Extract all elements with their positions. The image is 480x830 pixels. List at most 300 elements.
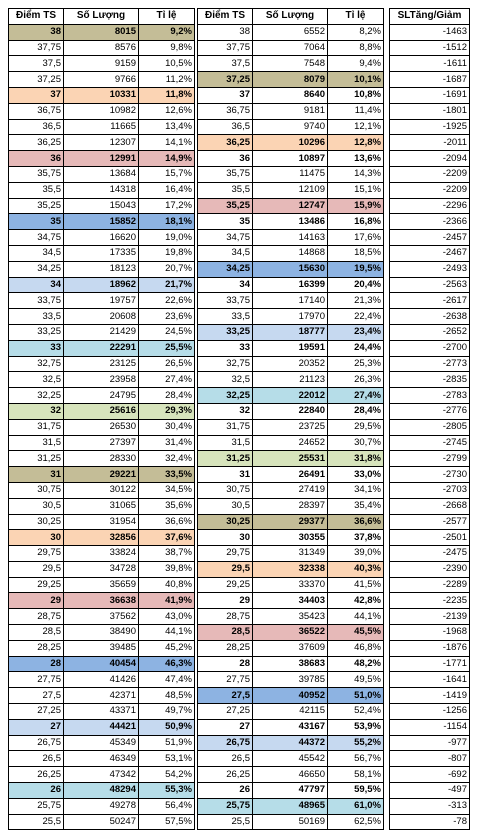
table-row (198, 372, 384, 388)
cell-count: 13684 (64, 166, 139, 182)
cell-count: 16399 (253, 277, 328, 293)
cell-score: 37,25 (9, 72, 64, 88)
cell-score: 25,5 (9, 814, 64, 830)
cell-diff: -1463 (390, 24, 470, 40)
table-row (198, 119, 384, 135)
cell-count: 43371 (64, 704, 139, 720)
cell-count: 6552 (253, 24, 328, 40)
cell-score: 30 (198, 530, 253, 546)
cell-count: 29377 (253, 514, 328, 530)
table-row (390, 798, 470, 814)
cell-ratio: 29,5% (328, 419, 384, 435)
cell-ratio: 40,3% (328, 561, 384, 577)
cell-ratio: 23,4% (328, 324, 384, 340)
cell-diff: -2745 (390, 435, 470, 451)
cell-count: 15852 (64, 214, 139, 230)
cell-diff: -2563 (390, 277, 470, 293)
cell-score: 34,5 (198, 245, 253, 261)
table-row (390, 735, 470, 751)
cell-score: 28 (198, 656, 253, 672)
cell-score: 32,25 (9, 388, 64, 404)
cell-ratio: 42,8% (328, 593, 384, 609)
cell-score: 32,75 (198, 356, 253, 372)
table-row (390, 182, 470, 198)
diff-table (389, 8, 470, 830)
cell-diff: -692 (390, 767, 470, 783)
cell-count: 9766 (64, 72, 139, 88)
cell-ratio: 11,8% (139, 87, 195, 103)
cell-score: 35,5 (9, 182, 64, 198)
cell-count: 10296 (253, 135, 328, 151)
table-row (9, 135, 195, 151)
table-row (9, 388, 195, 404)
table-row (9, 103, 195, 119)
cell-diff: -2094 (390, 151, 470, 167)
cell-ratio: 9,2% (139, 24, 195, 40)
cell-ratio: 44,1% (139, 625, 195, 641)
table-row (9, 719, 195, 735)
cell-ratio: 24,5% (139, 324, 195, 340)
cell-ratio: 32,4% (139, 451, 195, 467)
cell-score: 34,5 (9, 245, 64, 261)
cell-count: 17970 (253, 309, 328, 325)
table-row (9, 467, 195, 483)
cell-score: 26,75 (9, 735, 64, 751)
cell-count: 29221 (64, 467, 139, 483)
table-row (390, 482, 470, 498)
cell-count: 10982 (64, 103, 139, 119)
cell-score: 27,75 (9, 672, 64, 688)
table-row (198, 625, 384, 641)
cell-score: 32,5 (198, 372, 253, 388)
cell-count: 8640 (253, 87, 328, 103)
table-row (390, 672, 470, 688)
cell-score: 26 (9, 783, 64, 799)
cell-count: 12747 (253, 198, 328, 214)
cell-ratio: 29,3% (139, 403, 195, 419)
cell-ratio: 44,1% (328, 609, 384, 625)
header-score: Điểm TS (9, 9, 64, 25)
table-row (198, 340, 384, 356)
cell-score: 34 (198, 277, 253, 293)
cell-diff: -2617 (390, 293, 470, 309)
cell-ratio: 30,4% (139, 419, 195, 435)
cell-count: 20608 (64, 309, 139, 325)
cell-score: 25,75 (198, 798, 253, 814)
cell-score: 33,75 (9, 293, 64, 309)
cell-ratio: 41,9% (139, 593, 195, 609)
cell-ratio: 39,8% (139, 561, 195, 577)
cell-count: 31954 (64, 514, 139, 530)
table-row (198, 87, 384, 103)
cell-score: 29,5 (9, 561, 64, 577)
table-row (198, 767, 384, 783)
table-row (198, 783, 384, 799)
cell-count: 26491 (253, 467, 328, 483)
table-row (198, 261, 384, 277)
cell-count: 34728 (64, 561, 139, 577)
cell-ratio: 57,5% (139, 814, 195, 830)
table-row (9, 119, 195, 135)
header-ratio: Tỉ lệ (139, 9, 195, 25)
cell-diff: -78 (390, 814, 470, 830)
table-row (390, 546, 470, 562)
table-row (9, 783, 195, 799)
cell-score: 30,75 (198, 482, 253, 498)
cell-score: 37,25 (198, 72, 253, 88)
cell-ratio: 41,5% (328, 577, 384, 593)
cell-diff: -2577 (390, 514, 470, 530)
cell-count: 50247 (64, 814, 139, 830)
cell-ratio: 54,2% (139, 767, 195, 783)
cell-ratio: 18,5% (328, 245, 384, 261)
cell-count: 23125 (64, 356, 139, 372)
table-row (390, 135, 470, 151)
cell-count: 45349 (64, 735, 139, 751)
cell-ratio: 14,1% (139, 135, 195, 151)
table-row (198, 245, 384, 261)
table-row (198, 704, 384, 720)
cell-diff: -2799 (390, 451, 470, 467)
table-row (9, 656, 195, 672)
cell-ratio: 28,4% (139, 388, 195, 404)
table-row (198, 435, 384, 451)
cell-count: 38683 (253, 656, 328, 672)
table-row (198, 56, 384, 72)
cell-score: 35,75 (198, 166, 253, 182)
table-body (390, 24, 470, 830)
cell-count: 7064 (253, 40, 328, 56)
cell-ratio: 50,9% (139, 719, 195, 735)
cell-count: 46650 (253, 767, 328, 783)
cell-diff: -2835 (390, 372, 470, 388)
cell-ratio: 55,2% (328, 735, 384, 751)
cell-score: 35,75 (9, 166, 64, 182)
table-row (9, 214, 195, 230)
cell-count: 28330 (64, 451, 139, 467)
table-row (9, 419, 195, 435)
table-row (198, 72, 384, 88)
cell-count: 24795 (64, 388, 139, 404)
cell-count: 34403 (253, 593, 328, 609)
cell-score: 37 (9, 87, 64, 103)
cell-count: 30355 (253, 530, 328, 546)
cell-ratio: 49,7% (139, 704, 195, 720)
cell-score: 35,25 (9, 198, 64, 214)
table-row (9, 561, 195, 577)
cell-ratio: 52,4% (328, 704, 384, 720)
table-row (9, 798, 195, 814)
cell-count: 32856 (64, 530, 139, 546)
cell-count: 47342 (64, 767, 139, 783)
cell-diff: -2235 (390, 593, 470, 609)
cell-ratio: 26,3% (328, 372, 384, 388)
cell-ratio: 18,1% (139, 214, 195, 230)
cell-count: 28397 (253, 498, 328, 514)
cell-diff: -2805 (390, 419, 470, 435)
table-row (198, 482, 384, 498)
cell-score: 27,5 (198, 688, 253, 704)
cell-score: 32 (198, 403, 253, 419)
cell-count: 17140 (253, 293, 328, 309)
table-row (390, 719, 470, 735)
cell-score: 36,25 (9, 135, 64, 151)
table-row (390, 688, 470, 704)
cell-ratio: 17,6% (328, 230, 384, 246)
cell-score: 28,75 (198, 609, 253, 625)
table-row (9, 309, 195, 325)
cell-diff: -2467 (390, 245, 470, 261)
table-row (9, 451, 195, 467)
cell-ratio: 62,5% (328, 814, 384, 830)
table-row (390, 87, 470, 103)
cell-ratio: 38,7% (139, 546, 195, 562)
cell-score: 26,75 (198, 735, 253, 751)
cell-count: 35423 (253, 609, 328, 625)
cell-ratio: 27,4% (328, 388, 384, 404)
table-row (9, 245, 195, 261)
cell-score: 36 (9, 151, 64, 167)
table-row (390, 40, 470, 56)
table-row (198, 688, 384, 704)
cell-diff: -1925 (390, 119, 470, 135)
table-row (390, 498, 470, 514)
cell-count: 49278 (64, 798, 139, 814)
cell-score: 27,5 (9, 688, 64, 704)
cell-diff: -2776 (390, 403, 470, 419)
cell-diff: -1801 (390, 103, 470, 119)
table-row (9, 403, 195, 419)
cell-diff: -2296 (390, 198, 470, 214)
cell-ratio: 34,5% (139, 482, 195, 498)
table-row (390, 293, 470, 309)
cell-score: 33,75 (198, 293, 253, 309)
cell-score: 32,25 (198, 388, 253, 404)
table-row (9, 261, 195, 277)
cell-ratio: 10,5% (139, 56, 195, 72)
cell-count: 33824 (64, 546, 139, 562)
cell-diff: -2773 (390, 356, 470, 372)
table-row (198, 403, 384, 419)
cell-score: 30,5 (198, 498, 253, 514)
cell-score: 29,75 (9, 546, 64, 562)
cell-score: 32,75 (9, 356, 64, 372)
cell-count: 31065 (64, 498, 139, 514)
cell-count: 16620 (64, 230, 139, 246)
table-row (390, 151, 470, 167)
cell-score: 36 (198, 151, 253, 167)
table-row (198, 467, 384, 483)
table-row (198, 672, 384, 688)
cell-diff: -1968 (390, 625, 470, 641)
table-row (198, 577, 384, 593)
cell-ratio: 9,8% (139, 40, 195, 56)
header-row (390, 9, 470, 25)
cell-score: 30,25 (198, 514, 253, 530)
cell-count: 48294 (64, 783, 139, 799)
cell-count: 15043 (64, 198, 139, 214)
header-score: Điểm TS (198, 9, 253, 25)
table-row (390, 561, 470, 577)
cell-score: 30,5 (9, 498, 64, 514)
cell-count: 40454 (64, 656, 139, 672)
table-row (9, 751, 195, 767)
cell-ratio: 12,8% (328, 135, 384, 151)
cell-count: 14163 (253, 230, 328, 246)
cell-score: 35,25 (198, 198, 253, 214)
cell-count: 30122 (64, 482, 139, 498)
cell-ratio: 34,1% (328, 482, 384, 498)
cell-ratio: 12,6% (139, 103, 195, 119)
cell-count: 21123 (253, 372, 328, 388)
cell-ratio: 11,2% (139, 72, 195, 88)
cell-ratio: 36,6% (328, 514, 384, 530)
cell-count: 44372 (253, 735, 328, 751)
cell-count: 27419 (253, 482, 328, 498)
cell-score: 36,5 (198, 119, 253, 135)
table-row (198, 656, 384, 672)
table-row (390, 166, 470, 182)
cell-score: 38 (198, 24, 253, 40)
cell-score: 27 (198, 719, 253, 735)
cell-score: 26,5 (198, 751, 253, 767)
cell-count: 39785 (253, 672, 328, 688)
table-row (198, 735, 384, 751)
cell-diff: -313 (390, 798, 470, 814)
cell-ratio: 56,7% (328, 751, 384, 767)
cell-ratio: 19,8% (139, 245, 195, 261)
cell-ratio: 47,4% (139, 672, 195, 688)
table-row (198, 198, 384, 214)
cell-ratio: 48,2% (328, 656, 384, 672)
cell-count: 38490 (64, 625, 139, 641)
cell-score: 35 (9, 214, 64, 230)
cell-ratio: 53,9% (328, 719, 384, 735)
cell-count: 25616 (64, 403, 139, 419)
table-row (198, 419, 384, 435)
cell-score: 31,5 (198, 435, 253, 451)
cell-score: 28,5 (9, 625, 64, 641)
cell-count: 42371 (64, 688, 139, 704)
cell-score: 38 (9, 24, 64, 40)
table-row (390, 814, 470, 830)
cell-count: 35659 (64, 577, 139, 593)
cell-count: 22840 (253, 403, 328, 419)
cell-ratio: 26,5% (139, 356, 195, 372)
table-row (9, 340, 195, 356)
table-row (9, 324, 195, 340)
table-row (390, 372, 470, 388)
cell-count: 48965 (253, 798, 328, 814)
table-row (9, 435, 195, 451)
cell-count: 36522 (253, 625, 328, 641)
table-row (198, 814, 384, 830)
cell-score: 26,25 (198, 767, 253, 783)
header-diff: SLTăng/Giảm (390, 9, 470, 25)
table-row (198, 309, 384, 325)
cell-score: 31 (9, 467, 64, 483)
table-row (9, 56, 195, 72)
table-row (9, 735, 195, 751)
table-row (9, 166, 195, 182)
table-row (390, 656, 470, 672)
cell-count: 14868 (253, 245, 328, 261)
cell-count: 12307 (64, 135, 139, 151)
table-row (390, 230, 470, 246)
table-row (390, 514, 470, 530)
table-row (9, 498, 195, 514)
cell-count: 8576 (64, 40, 139, 56)
cell-diff: -2703 (390, 482, 470, 498)
cell-count: 17335 (64, 245, 139, 261)
cell-count: 45542 (253, 751, 328, 767)
cell-diff: -1256 (390, 704, 470, 720)
table-row (390, 467, 470, 483)
table-row (198, 277, 384, 293)
cell-score: 31,75 (9, 419, 64, 435)
cell-ratio: 14,9% (139, 151, 195, 167)
table-row (198, 530, 384, 546)
cell-ratio: 10,1% (328, 72, 384, 88)
cell-score: 29 (198, 593, 253, 609)
cell-score: 28,75 (9, 609, 64, 625)
cell-ratio: 9,4% (328, 56, 384, 72)
cell-ratio: 33,5% (139, 467, 195, 483)
cell-count: 9159 (64, 56, 139, 72)
cell-ratio: 20,7% (139, 261, 195, 277)
table-row (198, 24, 384, 40)
cell-ratio: 58,1% (328, 767, 384, 783)
cell-count: 50169 (253, 814, 328, 830)
cell-score: 31,5 (9, 435, 64, 451)
cell-count: 19757 (64, 293, 139, 309)
table-row (390, 403, 470, 419)
cell-ratio: 51,0% (328, 688, 384, 704)
cell-count: 36638 (64, 593, 139, 609)
cell-count: 37562 (64, 609, 139, 625)
cell-diff: -2493 (390, 261, 470, 277)
table-row (390, 119, 470, 135)
cell-ratio: 49,5% (328, 672, 384, 688)
cell-ratio: 10,8% (328, 87, 384, 103)
cell-count: 42115 (253, 704, 328, 720)
cell-ratio: 20,4% (328, 277, 384, 293)
table-row (390, 451, 470, 467)
cell-ratio: 17,2% (139, 198, 195, 214)
cell-score: 28 (9, 656, 64, 672)
cell-count: 12991 (64, 151, 139, 167)
header-ratio: Tỉ lệ (328, 9, 384, 25)
table-row (198, 640, 384, 656)
header-row (9, 9, 195, 25)
table-row (390, 783, 470, 799)
cell-score: 25,5 (198, 814, 253, 830)
cell-score: 29,25 (198, 577, 253, 593)
cell-count: 18123 (64, 261, 139, 277)
table-row (390, 356, 470, 372)
cell-diff: -2209 (390, 166, 470, 182)
cell-ratio: 35,6% (139, 498, 195, 514)
cell-ratio: 55,3% (139, 783, 195, 799)
cell-diff: -1687 (390, 72, 470, 88)
cell-ratio: 15,7% (139, 166, 195, 182)
cell-diff: -1641 (390, 672, 470, 688)
cell-score: 33 (198, 340, 253, 356)
table-row (198, 593, 384, 609)
table-row (390, 419, 470, 435)
cell-ratio: 33,0% (328, 467, 384, 483)
cell-ratio: 19,5% (328, 261, 384, 277)
